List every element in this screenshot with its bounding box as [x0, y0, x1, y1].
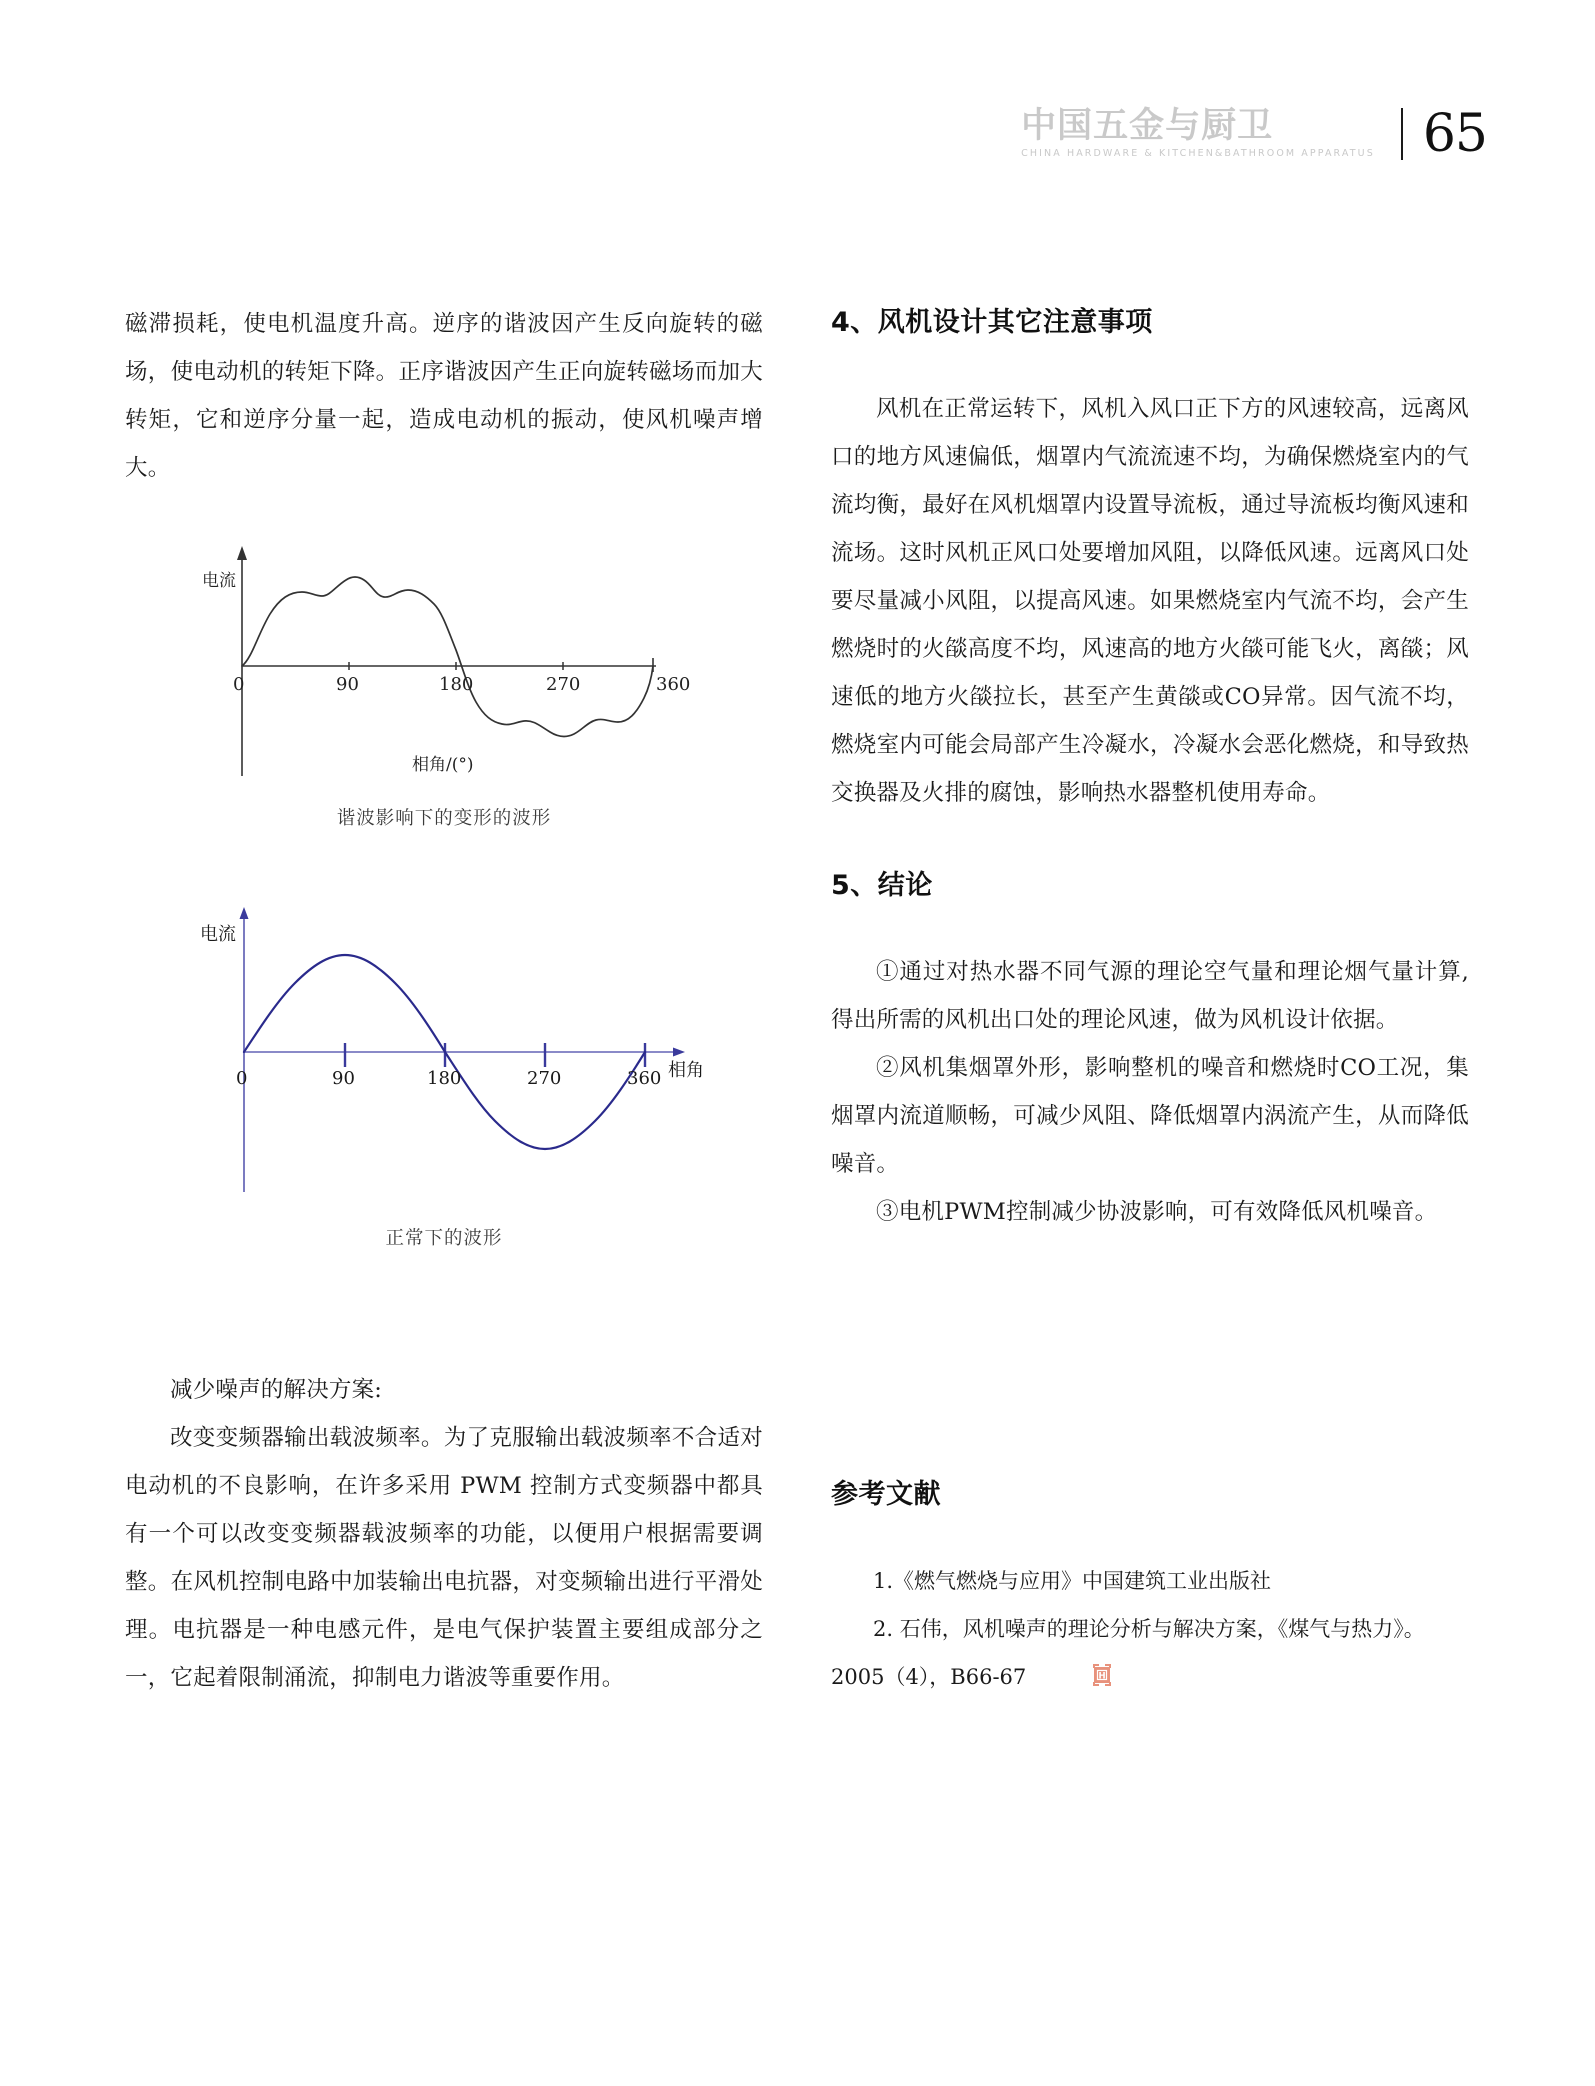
figure-2-caption: 正常下的波形: [385, 1228, 503, 1249]
x-axis-label: 相角/(°): [412, 755, 474, 775]
x-tick-label-360: 360: [656, 674, 691, 695]
conclusion-item-2: ②风机集烟罩外形，影响整机的噪音和燃烧时CO工况，集烟罩内流道顺畅，可减少风阻、降低烟罩内涡流产生，从而降低噪音。: [831, 1055, 1469, 1177]
paragraph-magnetic-loss: 磁滞损耗，使电机温度升高。逆序的谐波因产生反向旋转的磁场，使电动机的转矩下降。正序谐波因产生正向旋转磁场而加大转矩，它和逆序分量一起，造成电动机的振动，使风机噪声增大。: [125, 311, 763, 481]
x-tick-label-90: 90: [332, 1068, 355, 1089]
x-axis-label: 相角: [668, 1060, 704, 1081]
header-divider: [1401, 108, 1403, 160]
reference-item-2-text: 2. 石伟，风机噪声的理论分析与解决方案，《煤气与热力》。2005（4），B66-67: [831, 1617, 1425, 1689]
spacer: [831, 817, 1469, 863]
page-header: [1021, 104, 1487, 164]
figure-normal-waveform: [125, 900, 763, 1250]
y-axis-label: 电流: [200, 924, 236, 945]
x-tick-label-180: 180: [427, 1068, 462, 1089]
end-mark-svg: [1089, 1662, 1115, 1688]
spacer: [831, 1306, 1469, 1376]
x-tick-label-360: 360: [627, 1068, 662, 1089]
spacer: [831, 1236, 1469, 1306]
spacer: [125, 492, 763, 538]
x-tick-label-270: 270: [546, 674, 581, 695]
masthead-title-cn: 中国五金与厨卫: [1021, 106, 1274, 147]
paragraph-fan-design-notes: 风机在正常运转下，风机入风口正下方的风速较高，远离风口的地方风速偏低，烟罩内气流流速不均，为确保燃烧室内的气流均衡，最好在风机烟罩内设置导流板，通过导流板均衡风速和流场。这时风机正风口处要增加风阻，以降低风速。远离风口处要尽量减小风阻，以提高风速。如果燃烧室内气流不均，会产生燃烧时的火燄高度不均，风速高的地方火燄可能飞火，离燄；风速低的地方火燄拉长，甚至产生黄燄或CO异常。因气流不均，燃烧室内可能会局部产生冷凝水，冷凝水会恶化燃烧，和导致热交换器及火排的腐蚀，影响热水器整机使用寿命。: [831, 396, 1469, 806]
figure-distorted-waveform: [125, 538, 763, 830]
spacer: [831, 339, 1469, 385]
y-axis-label: 电流: [202, 571, 236, 591]
left-column: [125, 300, 763, 1702]
page-number: 65: [1422, 104, 1487, 164]
heading-section-5: 5、结论: [831, 870, 933, 901]
x-tick-label-0: 0: [233, 674, 245, 695]
spacer: [125, 1250, 763, 1320]
article-end-mark-icon: [1047, 1657, 1106, 1683]
distorted-current-curve: [242, 577, 653, 736]
masthead-title-en: CHINA HARDWARE & KITCHEN&BATHROOM APPARATUS: [1021, 148, 1375, 160]
spacer: [125, 830, 763, 900]
x-tick-label-90: 90: [336, 674, 359, 695]
heading-references: 参考文献: [831, 1479, 941, 1510]
x-tick-label-270: 270: [527, 1068, 562, 1089]
heading-section-4: 4、风机设计其它注意事项: [831, 307, 1153, 338]
reference-list: [831, 1557, 1469, 1701]
spacer: [125, 1320, 763, 1366]
x-tick-label-0: 0: [236, 1068, 248, 1089]
y-axis-arrow: [237, 546, 247, 560]
x-axis-arrow: [673, 1048, 685, 1057]
y-axis-arrow: [240, 907, 249, 919]
reference-item-1: 1.《燃气燃烧与应用》中国建筑工业出版社: [873, 1569, 1272, 1593]
conclusion-item-1: ①通过对热水器不同气源的理论空气量和理论烟气量计算,得出所需的风机出口处的理论风速，做为风机设计依据。: [831, 959, 1469, 1033]
figure-1-caption: 谐波影响下的变形的波形: [336, 808, 552, 829]
spacer: [831, 1446, 1469, 1472]
paragraph-noise-solution-body: 改变变频器输出载波频率。为了克服输出载波频率不合适对电动机的不良影响，在许多采用 PWM 控制方式变频器中都具有一个可以改变变频器载波频率的功能，以便用户根据需要调整。在风机控制电路中加装输出电抗器，对变频输出进行平滑处理。电抗器是一种电感元件，是电气保护装置主要组成部分之一，它起着限制涌流，抑制电力谐波等重要作用。: [125, 1425, 763, 1691]
spacer: [831, 1376, 1469, 1446]
right-column: [831, 300, 1469, 1702]
end-mark-letter: H: [1098, 1671, 1106, 1682]
masthead-logo: [1021, 106, 1375, 160]
conclusion-item-3: ③电机PWM控制减少协波影响，可有效降低风机噪音。: [876, 1199, 1438, 1225]
article-body: [125, 300, 1470, 1702]
distorted-waveform-svg: [184, 538, 704, 788]
x-tick-label-180: 180: [439, 674, 474, 695]
reference-item-2: [831, 1605, 1469, 1701]
normal-waveform-svg: [184, 900, 704, 1208]
spacer: [831, 902, 1469, 948]
paragraph-noise-solution-title: 减少噪声的解决方案:: [170, 1377, 383, 1403]
spacer: [831, 1511, 1469, 1557]
